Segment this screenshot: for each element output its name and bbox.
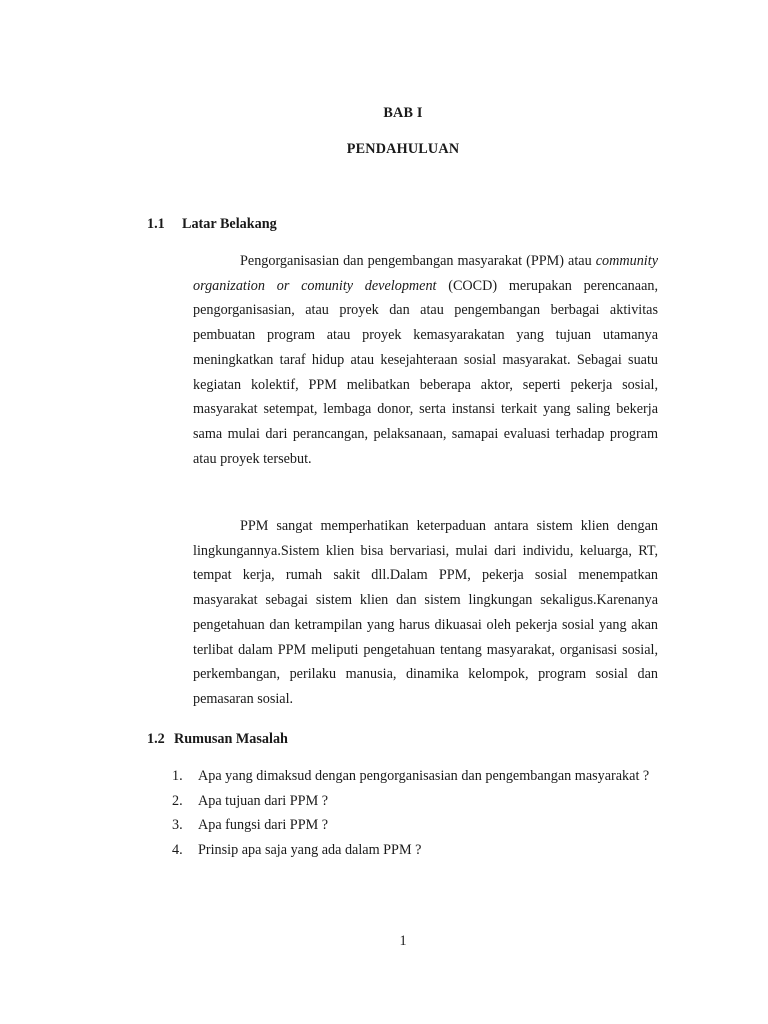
list-item	[172, 838, 659, 863]
paragraph-text: Pengorganisasian dan pengembangan masyarakat (PPM) atau	[240, 253, 596, 269]
italic-term: community organization or comunity development	[193, 253, 658, 294]
list-text: Apa fungsi dari PPM ?	[198, 817, 329, 834]
chapter-title: PENDAHULUAN	[346, 141, 460, 157]
list-item	[172, 789, 659, 814]
section-number: 1.2	[147, 731, 165, 747]
list-number: 4.	[172, 842, 183, 859]
list-item	[172, 813, 659, 838]
section-title: Latar Belakang	[182, 216, 277, 232]
list-text: Apa tujuan dari PPM ?	[198, 792, 329, 809]
list-text: Prinsip apa saja yang ada dalam PPM ?	[198, 842, 422, 859]
section-title: Rumusan Masalah	[174, 731, 288, 747]
paragraph-latar-belakang-2: PPM sangat memperhatikan keterpaduan antara sistem klien dengan lingkungannya.Sistem klien bisa bervariasi, mulai dari individu, keluarga, RT, tempat kerja, rumah sakit dll.Dalam PPM, pekerja sosial menempatkan masyarakat sebagai sistem klien dan sistem lingkungan sekaligus.Karenanya pengetahuan dan ketrampilan yang harus dikuasai oleh pekerja sosial yang akan terlibat dalam PPM meliputi pengetahuan tentang masyarakat, organisasi sosial, perkembangan, perilaku manusia, dinamika kelompok, program sosial dan pemasaran sosial.	[193, 518, 658, 707]
section-heading-1-2	[147, 731, 288, 748]
chapter-label: BAB I	[383, 105, 423, 121]
page-number: 1	[399, 933, 407, 949]
paragraph-latar-belakang-1	[193, 249, 658, 471]
rumusan-masalah-list	[172, 764, 659, 863]
list-item	[172, 764, 659, 789]
list-number: 1.	[172, 768, 183, 784]
list-text: Apa yang dimaksud dengan pengorganisasian dan pengembangan masyarakat ?	[198, 768, 650, 784]
list-number: 2.	[172, 792, 183, 809]
paragraph-text: (COCD) merupakan perencanaan, pengorganisasian, atau proyek dan atau pengembangan berbagai aktivitas pembuatan program atau proyek kemasyarakatan yang tujuan utamanya meningkatkan taraf hidup atau kesejahteraan sosial masyarakat. Sebagai suatu kegiatan kolektif, PPM melibatkan beberapa aktor, seperti pekerja sosial, masyarakat setempat, lembaga donor, serta instansi terkait yang saling bekerja sama mulai dari perancangan, pelaksanaan, samapai evaluasi terhadap program atau proyek tersebut.	[193, 277, 659, 467]
list-number: 3.	[172, 817, 183, 834]
section-number: 1.1	[147, 216, 165, 232]
section-heading-1-1	[147, 216, 277, 233]
